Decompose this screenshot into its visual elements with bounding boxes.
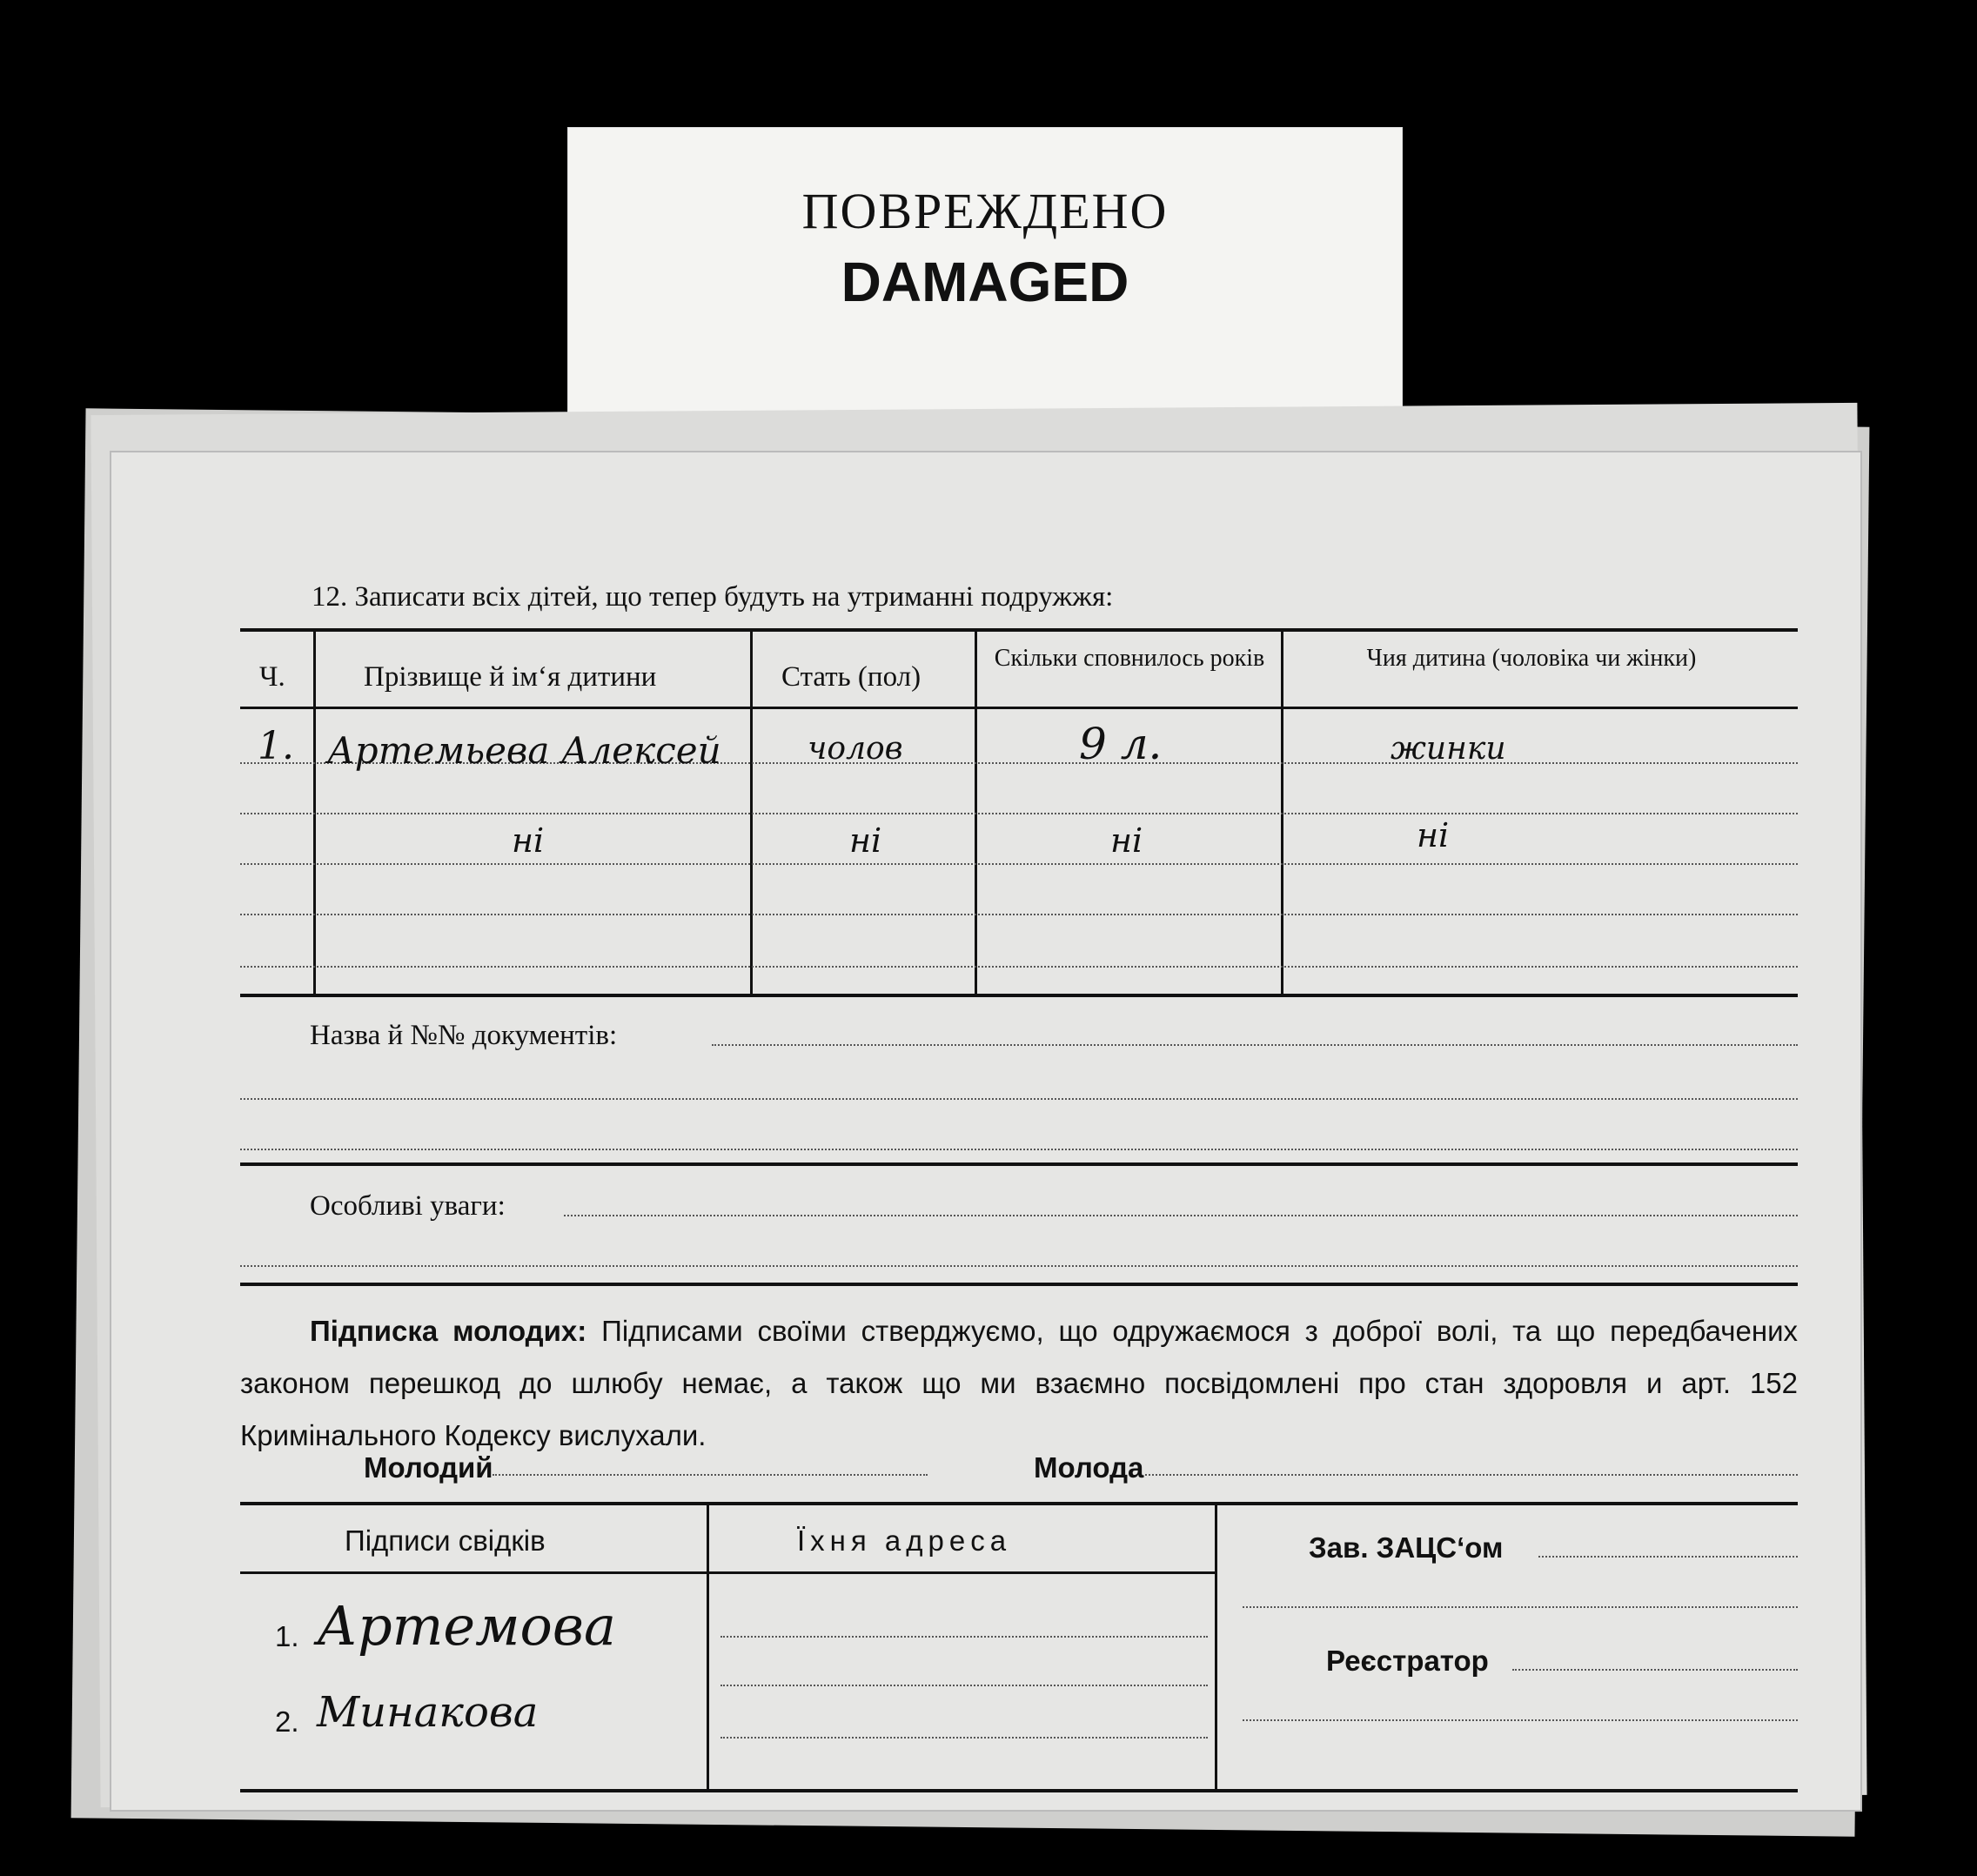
documents-line: [712, 1044, 1798, 1046]
witness-1-signature: Артемова: [317, 1594, 616, 1658]
bride-signature-line: [1145, 1474, 1798, 1476]
col-header-whose: Чия дитина (чоловіка чи жінки): [1366, 645, 1697, 672]
witness-bottom-rule: [240, 1789, 1798, 1792]
table-top-rule: [240, 628, 1798, 632]
groom-signature-line: [493, 1474, 928, 1476]
witness-col-divider: [707, 1504, 709, 1791]
col-header-name: Прізвище й ім‘я дитини: [364, 661, 657, 693]
witness-2-num: 2.: [275, 1705, 299, 1738]
row-2-whose: ні: [1417, 816, 1450, 854]
section-12-heading: 12. Записати всіх дітей, що тепер будуть на утриманні подружжя:: [312, 581, 1114, 613]
witness-address-line: [720, 1636, 1208, 1638]
table-header-rule: [240, 707, 1798, 709]
row-2-sex: ні: [849, 821, 882, 860]
row-1-whose: жинки: [1391, 731, 1506, 767]
documents-line: [240, 1149, 1798, 1150]
row-line: [240, 914, 1798, 915]
witness-address-line: [720, 1685, 1208, 1686]
witness-col-divider: [1215, 1504, 1217, 1791]
registrar-label: Реєстратор: [1326, 1645, 1489, 1677]
witness-address-header: Їхня адреса: [797, 1524, 1012, 1557]
row-1-name: Артемьева Алексей: [327, 729, 721, 772]
registrar-signature-line: [1243, 1719, 1798, 1721]
bride-label: Молода: [1034, 1451, 1144, 1484]
damaged-label-ru: ПОВРЕЖДЕНО: [801, 183, 1169, 239]
form-page: [111, 452, 1860, 1810]
documents-line: [240, 1098, 1798, 1100]
row-2-name: ні: [512, 821, 545, 860]
table-bottom-rule: [240, 994, 1798, 997]
row-1-num: 1.: [258, 724, 294, 768]
documents-label: Назва й №№ документів:: [310, 1020, 618, 1051]
col-divider: [975, 630, 977, 994]
damaged-label-en: DAMAGED: [841, 251, 1129, 313]
damaged-label-card: [567, 127, 1403, 416]
witness-header-rule: [240, 1571, 1215, 1574]
head-label: Зав. ЗАЦС‘ом: [1309, 1531, 1504, 1564]
col-header-age: Скільки сповнилось років: [994, 645, 1265, 672]
remarks-line: [564, 1215, 1798, 1216]
groom-label: Молодий: [364, 1451, 493, 1484]
row-line: [240, 813, 1798, 814]
declaration-paragraph: [240, 1305, 1798, 1462]
remarks-line: [240, 1265, 1798, 1267]
remarks-rule: [240, 1283, 1798, 1286]
row-1-age: 9 л.: [1079, 719, 1163, 769]
row-2-age: ні: [1110, 821, 1143, 860]
remarks-label: Особливі уваги:: [310, 1190, 506, 1222]
head-signature-line: [1243, 1606, 1798, 1608]
row-line: [240, 863, 1798, 865]
declaration-title: Підписка молодих:: [310, 1315, 587, 1347]
row-line: [240, 966, 1798, 968]
witness-1-num: 1.: [275, 1620, 299, 1652]
head-signature-line: [1538, 1556, 1798, 1558]
registrar-signature-line: [1512, 1669, 1798, 1671]
witness-address-line: [720, 1737, 1208, 1739]
declaration-text: Підписами своїми стверджуємо, що одружаємося з доброї волі, та що передбачених законом перешкод до шлюбу немає, а також що ми взаємно посвідомлені про стан здоровля и арт. 152 Кримінального Кодексу вислухали.: [240, 1315, 1799, 1451]
documents-rule: [240, 1162, 1798, 1166]
witness-top-rule: [240, 1502, 1798, 1505]
col-header-sex: Стать (пол): [781, 661, 921, 693]
col-divider: [1281, 630, 1283, 994]
col-divider: [750, 630, 753, 994]
witness-2-signature: Минакова: [317, 1688, 539, 1737]
witness-signatures-header: Підписи свідків: [345, 1524, 546, 1557]
col-divider: [313, 630, 316, 994]
col-header-num: Ч.: [259, 661, 285, 693]
row-1-sex: чолов: [808, 731, 903, 767]
